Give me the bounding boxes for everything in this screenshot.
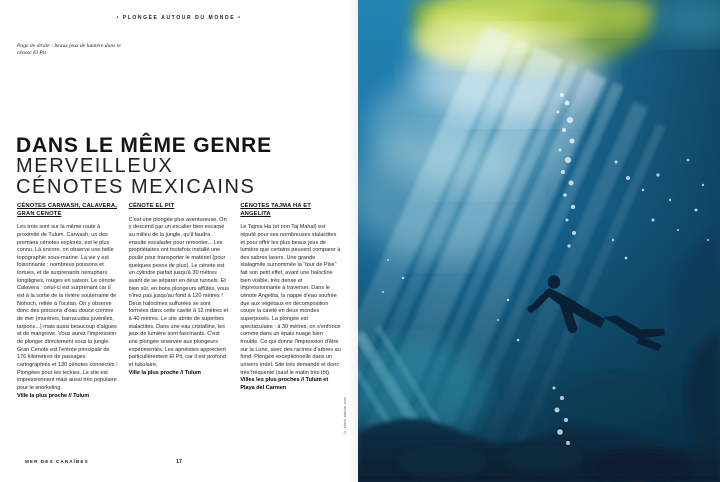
page-fold-shadow	[348, 0, 358, 482]
title-line-3: CÉNOTES MEXICAINS	[16, 175, 256, 198]
column-el-pit	[129, 203, 230, 400]
left-page	[0, 0, 358, 482]
nearest-city-line: Ville la plus proche // Tulum	[17, 392, 90, 399]
photo-credit: © stock.adobe.com	[343, 396, 347, 434]
column-heading: CÉNOTE EL PIT	[128, 203, 175, 209]
photo-caption: Page de droite : beaux jeux de lumière dans le cénote El Pit.	[17, 43, 121, 57]
footer-rubric: MER DES CARAÏBES	[25, 459, 89, 464]
article-title	[16, 135, 346, 197]
column-carwash-calavera-gran-cenote	[17, 203, 118, 400]
title-line-1: DANS LE MÊME GENRE	[16, 134, 272, 157]
nearest-city-line: Ville la plus proche // Tulum	[128, 369, 201, 376]
column-heading: CÉNOTES TAJMA HA ET ANGELITA	[240, 203, 311, 217]
column-body: Les trois sont sur la même route à proximité de Tulum. Carwash, un des premiers cénotes explorés, est le plus connu. Là encore, on observe une belle topographie sous-marine. La vie y est foisonnante : nombreux poissons et tortues, et de surprenants nénuphars longilignes, rouges en saison. Le cénote Calavera : celui-ci est surprenant car il est à la sortie de la rivière souterraine de Nohoch, reliée à l'océan. On y observe donc des poissons d'eau douce comme de mer (murènes, barracudas juvéniles, tarpons...) mais aussi beaucoup d'algues et de mangrove. Vous aurez l'impression de plonger directement sous la jungle. Gran Cenote est l'entrée principale de 176 kilomètres de passages cartographiés et 130 cénotes connectés ! Plongées pour les teckies. Le site est impressionnant mais aussi très populaire pour le snorkeling.	[17, 224, 118, 391]
column-body: C'est une plongée plus aventureuse. On y descend par un escalier bien escarpé au milieu de la jungle, qu'il faudra ensuite escalader pour remonter... Les propriétaires ont toutefois installé une poulie pour transporter le matériel (pour quelques pesos de plus). Le cénote est un cylindre parfait jusqu'à 30 mètres avant de se séparer en deux tunnels. Et bien sûr, en bons plongeurs affûtés, vous n'irez pas jusqu'au fond à 120 mètres ! Deux haloclines sulfurées se sont formées dans cette cavité à 12 mètres et à 40 mètres. Le site abrite de superbes stalactites. Dans une eau cristalline, les jeux de lumière sont fascinants. C'est une plongée réservée aux plongeurs expérimentés. Les apnéistes apprécient particulièrement El Pit, car il est profond et tubulaire.	[128, 216, 229, 369]
title-line-2: MERVEILLEUX	[16, 155, 174, 177]
column-heading: CÉNOTES CARWASH, CALAVERA, GRAN CENOTE	[17, 203, 117, 217]
nearest-city-line: Villes les plus proches // Tulum et Playa del Carmen	[240, 377, 329, 391]
cenote-photo	[358, 0, 720, 482]
section-header: • PLONGÉE AUTOUR DU MONDE •	[116, 15, 242, 21]
column-tajma-ha-angelita	[240, 203, 341, 400]
article-columns	[17, 203, 341, 400]
column-body: Le Tajma Ha (et non Taj Mahal) est réputé pour ses nombreuses stalactites et pour offrir les plus beaux jeux de lumière que certains peuvent comparer à des sabres lasers. Une grande stalagmite surnommée la "tour de Pise" fait son petit effet, avant une halocline bien visible, très dense et impressionnante à traverser. Dans le cénote Angelita, la nappe d'eau soufrée due aux végétaux en décomposition coupe la cavité en deux mondes superposés. La plongée est spectaculaire : à 30 mètres, on s'enfonce comme dans un épais nuage bien trouble. Ce qui donne l'impression d'être sur la Lune, avec des racines d'arbres au fond. Plongée exceptionnelle dans un univers irréel. Site très demandé et donc très fréquenté (sauf le matin très tôt).	[240, 224, 341, 376]
page-number: 17	[176, 459, 182, 465]
cenote-photo-illustration	[358, 0, 720, 482]
